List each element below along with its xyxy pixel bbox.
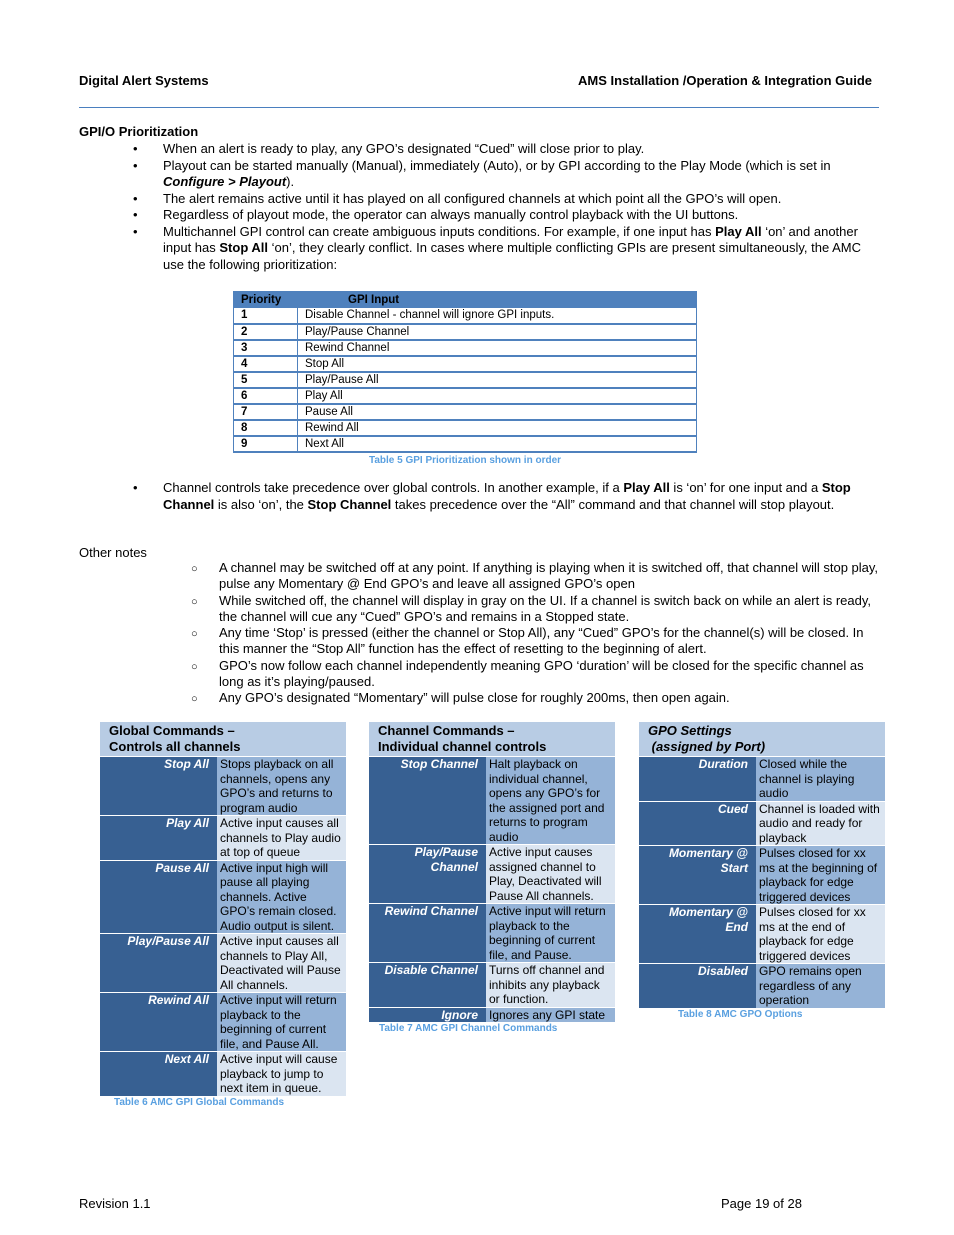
note-text: GPO’s now follow each channel independently meaning GPO ‘duration’ will be closed for the specific channel as long as it’s playing/paused. [219,657,864,690]
header-rule [79,107,879,108]
command-name: Momentary @ End [639,905,756,963]
command-name: Duration [639,757,756,801]
command-description: Halt playback on individual channel, opens any GPO’s for the assigned port and returns to program audio [486,757,615,844]
command-name: Momentary @ Start [639,846,756,904]
command-row [100,860,346,934]
bold-term: Stop All [219,240,268,255]
command-description: Stops playback on all channels, opens any GPO’s and returns to program audio [217,757,346,815]
command-name: Stop All [100,757,217,815]
table-header-line: GPO Settings [648,723,732,738]
gpi-input-name: Rewind Channel [298,340,697,356]
table-rows [100,756,346,1096]
command-name: Rewind All [100,993,217,1051]
table-caption: Table 5 GPI Prioritization shown in order [368,454,562,466]
command-description: Ignores any GPI state [486,1008,615,1023]
table-header-line: Individual channel controls [378,739,547,754]
command-row [639,963,885,1008]
bullet-text: ‘on’ and another input has [163,223,858,255]
note-item [79,593,879,626]
table-header [100,722,346,756]
table-header [639,722,885,756]
command-description: Active input will return playback to the beginning of current file, and Pause All. [217,993,346,1051]
priority-number: 2 [234,324,298,340]
command-name: Cued [639,802,756,846]
bold-term: Play All [623,480,670,495]
command-row [639,756,885,801]
priority-row [234,420,697,436]
bullet-text: Regardless of playout mode, the operator can always manually control playback with the UI buttons. [163,207,739,222]
priority-number: 6 [234,388,298,404]
bullet-text: is also ‘on’, the [214,496,308,512]
command-name: Play/Pause All [100,934,217,992]
command-description: Active input causes all channels to Play All, Deactivated will Pause All channels. [217,934,346,992]
table-header-line: Global Commands – [109,723,235,738]
priority-number: 8 [234,420,298,436]
command-row [369,903,615,962]
priority-number: 1 [234,308,298,324]
command-description: Pulses closed for xx ms at the beginning of playback for edge triggered devices [756,846,885,904]
bullet-item [79,158,879,191]
priority-number: 9 [234,436,298,452]
bullet-item [79,480,879,513]
table-caption: Table 7 AMC GPI Channel Commands [379,1023,558,1034]
command-row [100,756,346,815]
priority-row [234,308,697,324]
bullet-icon: • [133,157,138,173]
bullet-text: takes precedence over the “All” command and that channel will stop playout. [391,496,835,512]
command-row [639,845,885,904]
bullet-text: Playout can be started manually (Manual), immediately (Auto), or by GPI according to the Play Mode (which is set in [163,157,831,173]
command-description: Pulses closed for xx ms at the end of playback for edge triggered devices [756,905,885,963]
command-description: GPO remains open regardless of any operation [756,964,885,1008]
priority-number: 4 [234,356,298,372]
priority-row [234,372,697,388]
table-caption: Table 6 AMC GPI Global Commands [114,1096,285,1108]
section-title: GPI/O Prioritization [79,124,199,139]
bullet-list [79,480,879,513]
channel-commands-table [369,722,615,1035]
bullet-text: is ‘on’ for one input and a [669,480,822,495]
command-name: Pause All [100,861,217,934]
priority-row [234,404,697,420]
command-name: Next All [100,1052,217,1096]
command-name: Disabled [639,964,756,1008]
table-rows [639,756,885,1008]
gpo-settings-table [639,722,885,1021]
circle-bullet-icon: ○ [191,628,198,641]
footer-page-number: Page 19 of 28 [721,1196,802,1211]
bullet-icon: • [133,480,138,495]
note-item [79,625,879,658]
table-caption: Table 8 AMC GPO Options [678,1008,803,1020]
command-name: Play/Pause Channel [369,845,486,903]
command-row [369,962,615,1007]
footer-revision: Revision 1.1 [79,1196,151,1211]
gpi-input-name: Rewind All [298,420,697,436]
circle-bullet-icon: ○ [191,660,198,673]
bold-term: Stop Channel [163,480,851,512]
command-name: Disable Channel [369,963,486,1007]
bullet-list [79,141,879,273]
bullet-icon: • [133,141,138,156]
bold-term: Stop Channel [307,496,392,512]
command-name: Play All [100,816,217,860]
circle-bullet-icon: ○ [191,595,198,608]
command-name: Rewind Channel [369,904,486,962]
gpi-input-name: Next All [298,436,697,452]
bullet-icon: • [133,207,138,222]
command-description: Active input will return playback to the beginning of current file, and Pause. [486,904,615,962]
command-row [639,904,885,963]
bullet-item [79,224,879,274]
priority-number: 3 [234,340,298,356]
priority-row [234,356,697,372]
bullet-text: Multichannel GPI control can create ambiguous inputs conditions. For example, if one input has [163,223,716,239]
command-description: Channel is loaded with audio and ready for playback [756,802,885,846]
header-company: Digital Alert Systems [79,73,209,88]
priority-number: 5 [234,372,298,388]
command-row [639,801,885,846]
note-text: A channel may be switched off at any point. If anything is playing when it is switched off, that channel will stop play, pulse any Momentary @ End GPO’s and leave all assigned GPO’s open [219,560,879,592]
gpi-input-name: Play/Pause All [298,372,697,388]
circle-bullet-icon: ○ [191,693,198,706]
command-name: Ignore [369,1008,486,1023]
priority-table [233,291,697,453]
command-description: Active input will cause playback to jump to next item in queue. [217,1052,346,1096]
command-description: Active input high will pause all playing channels. Active GPO’s remain closed. Audio output is silent. [217,861,346,934]
command-row [100,992,346,1051]
other-notes-label: Other notes [79,545,147,560]
command-row [100,933,346,992]
bullet-item [79,191,879,208]
table-rows [369,756,615,1022]
bullet-text: Channel controls take precedence over global controls. In another example, if a [163,480,624,495]
bullet-icon: • [133,190,138,206]
global-commands-table [100,722,346,1109]
command-row [369,844,615,903]
other-notes-list [79,560,879,707]
note-text: Any time ‘Stop’ is pressed (either the channel or Stop All), any “Cued” GPO’s for the channel(s) will be closed. In this manner the “Stop All” function has the effect of resetting to the beginning of alert. [219,625,864,657]
menu-path: Configure > Playout [163,174,287,189]
bullet-icon: • [133,223,138,239]
priority-row [234,388,697,404]
command-description: Active input causes assigned channel to Play, Deactivated will Pause All channels. [486,845,615,903]
note-item [79,690,879,706]
bullet-text: ). [286,174,295,189]
gpi-input-header: GPI Input [298,292,697,308]
command-row [100,1051,346,1096]
table-header [369,722,615,756]
table-header-line: Controls all channels [109,739,241,754]
bullet-item [79,207,879,224]
bullet-text: The alert remains active until it has played on all configured channels at which point all the GPO’s will open. [163,190,782,206]
command-description: Closed while the channel is playing audio [756,757,885,801]
priority-row [234,436,697,452]
priority-header: Priority [234,292,298,308]
circle-bullet-icon: ○ [191,563,198,575]
bullet-item [79,141,879,158]
gpi-input-name: Stop All [298,356,697,372]
bold-term: Play All [715,223,762,239]
gpi-input-name: Disable Channel - channel will ignore GPI inputs. [298,308,697,324]
table-header-line: Channel Commands – [378,723,515,738]
command-description: Active input causes all channels to Play audio at top of queue [217,816,346,860]
bullet-text: ‘on’, they clearly conflict. In cases where multiple conflicting GPIs are present simultaneously, the AMC use the following prioritization: [163,240,861,272]
priority-row [234,324,697,340]
priority-row [234,340,697,356]
note-text: While switched off, the channel will display in gray on the UI. If a channel is switch back on while an alert is ready, the channel will cue any “Cued” GPO’s and remains in a Stopped state. [219,592,872,624]
priority-table-body [234,308,697,452]
command-row [369,1007,615,1023]
priority-table-wrap [233,291,697,466]
priority-number: 7 [234,404,298,420]
command-name: Stop Channel [369,757,486,844]
gpi-input-name: Play/Pause Channel [298,324,697,340]
gpi-input-name: Play All [298,388,697,404]
command-description: Turns off channel and inhibits any playback or function. [486,963,615,1007]
command-row [369,756,615,844]
note-text: Any GPO’s designated “Momentary” will pulse close for roughly 200ms, then open again. [219,690,730,706]
gpi-input-name: Pause All [298,404,697,420]
header-doc-title: AMS Installation /Operation & Integration Guide [578,73,872,88]
table-header-line: (assigned by Port) [648,739,766,754]
note-item [79,658,879,691]
note-item [79,560,879,593]
command-row [100,815,346,860]
bullet-text: When an alert is ready to play, any GPO’s designated “Cued” will close prior to play. [163,141,645,156]
